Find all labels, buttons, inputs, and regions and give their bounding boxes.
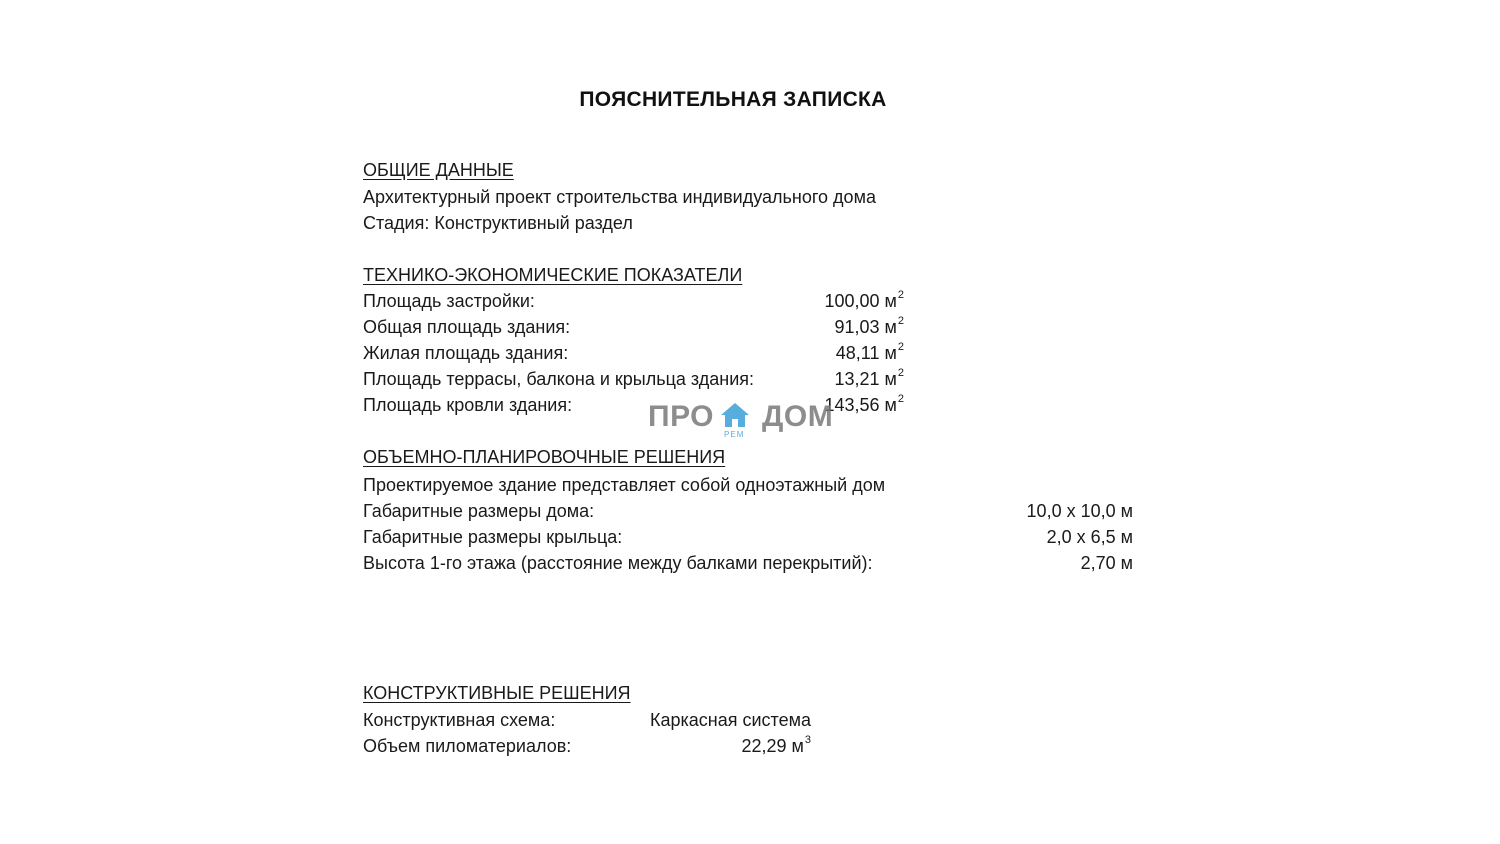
tech-row-label: Общая площадь здания:: [363, 317, 571, 337]
structural-row-label: Конструктивная схема:: [363, 710, 556, 730]
section-general-heading: ОБЩИЕ ДАННЫЕ: [363, 160, 514, 180]
section-planning-heading: ОБЪЕМНО-ПЛАНИРОВОЧНЫЕ РЕШЕНИЯ: [363, 447, 726, 467]
structural-row-value: 22,29 $м^3$: [741, 734, 811, 756]
tech-row-label: Площадь кровли здания:: [363, 395, 573, 415]
planning-row-value: 2,70 м: [1080, 553, 1133, 573]
planning-row-value: 2,0 х 6,5 м: [1046, 527, 1133, 547]
tech-row-value: 48,11 $м^2$: [835, 341, 904, 363]
tech-row-label: Площадь террасы, балкона и крыльца здания:: [363, 369, 755, 389]
planning-intro: Проектируемое здание представляет собой одноэтажный дом: [363, 475, 886, 495]
planning-row-label: Габаритные размеры крыльца:: [363, 527, 623, 547]
planning-row-label: Габаритные размеры дома:: [363, 501, 595, 521]
page-title: ПОЯСНИТЕЛЬНАЯ ЗАПИСКА: [579, 88, 887, 111]
general-line-project: Архитектурный проект строительства индивидуального дома: [363, 187, 876, 207]
tech-row-label: Площадь застройки:: [363, 291, 535, 311]
structural-row-value: Каркасная система: [650, 710, 811, 730]
watermark-logo: [648, 400, 834, 439]
watermark-left-text: ПРО: [648, 400, 715, 433]
structural-row-label: Объем пиломатериалов:: [363, 736, 572, 756]
section-tech-heading: ТЕХНИКО-ЭКОНОМИЧЕСКИЕ ПОКАЗАТЕЛИ: [363, 265, 743, 285]
watermark-small-text: РЕМ: [724, 430, 745, 439]
tech-row-value: 100,00 $м^2$: [824, 289, 904, 311]
general-line-stage: Стадия: Конструктивный раздел: [363, 213, 633, 233]
tech-row-label: Жилая площадь здания:: [363, 343, 569, 363]
tech-row-value: 91,03 $м^2$: [834, 315, 904, 337]
section-structural-heading: КОНСТРУКТИВНЫЕ РЕШЕНИЯ: [363, 683, 631, 703]
tech-row-value: 143,56 $м^2$: [824, 393, 904, 415]
planning-row-label: Высота 1-го этажа (расстояние между балками перекрытий):: [363, 553, 873, 573]
watermark-right-text: ДОМ: [762, 400, 834, 433]
planning-row-value: 10,0 х 10,0 м: [1026, 501, 1133, 521]
tech-row-value: 13,21 $м^2$: [834, 367, 904, 389]
house-icon: [720, 400, 754, 439]
